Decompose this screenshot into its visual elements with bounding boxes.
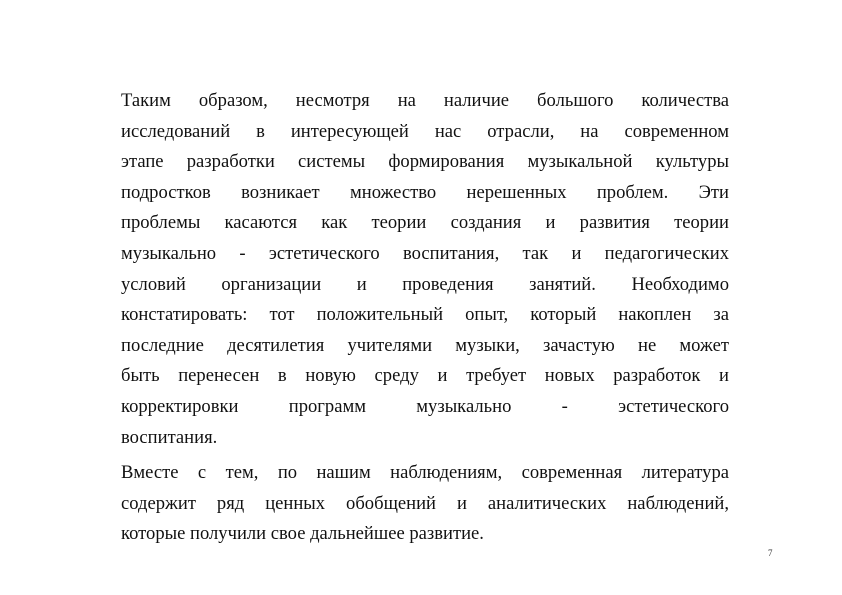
page-number: 7 (768, 548, 773, 558)
text-line: Таким образом, несмотря на наличие большого количества (121, 90, 729, 111)
text-line: этапе разработки системы формирования музыкальной культуры (121, 151, 729, 173)
text-line: воспитания. (121, 426, 218, 448)
paragraph-2 (121, 458, 729, 550)
text-line: последние десятилетия учителями музыки, зачастую не может (121, 334, 729, 356)
text-line: которые получили свое дальнейшее развитие. (121, 523, 484, 545)
text-line: исследований в интересующей нас отрасли, на современном (121, 120, 729, 142)
text-line: условий организации и проведения занятий. Необходимо (121, 273, 729, 295)
text-line: содержит ряд ценных обобщений и аналитических наблюдений, (121, 492, 729, 514)
text-line: музыкально - эстетического воспитания, так и педагогических (121, 242, 729, 264)
text-line: быть перенесен в новую среду и требует новых разработок и (121, 365, 729, 387)
text-line: подростков возникает множество нерешенных проблем. Эти (121, 181, 729, 203)
text-line: констатировать: тот положительный опыт, который накоплен за (121, 304, 729, 326)
paragraph-1 (121, 86, 729, 453)
text-line: Вместе с тем, по нашим наблюдениям, современная литература (121, 462, 729, 484)
text-line: проблемы касаются как теории создания и развития теории (121, 212, 729, 234)
text-line: корректировки программ музыкально - эстетического (121, 395, 729, 417)
body-text (121, 86, 729, 550)
